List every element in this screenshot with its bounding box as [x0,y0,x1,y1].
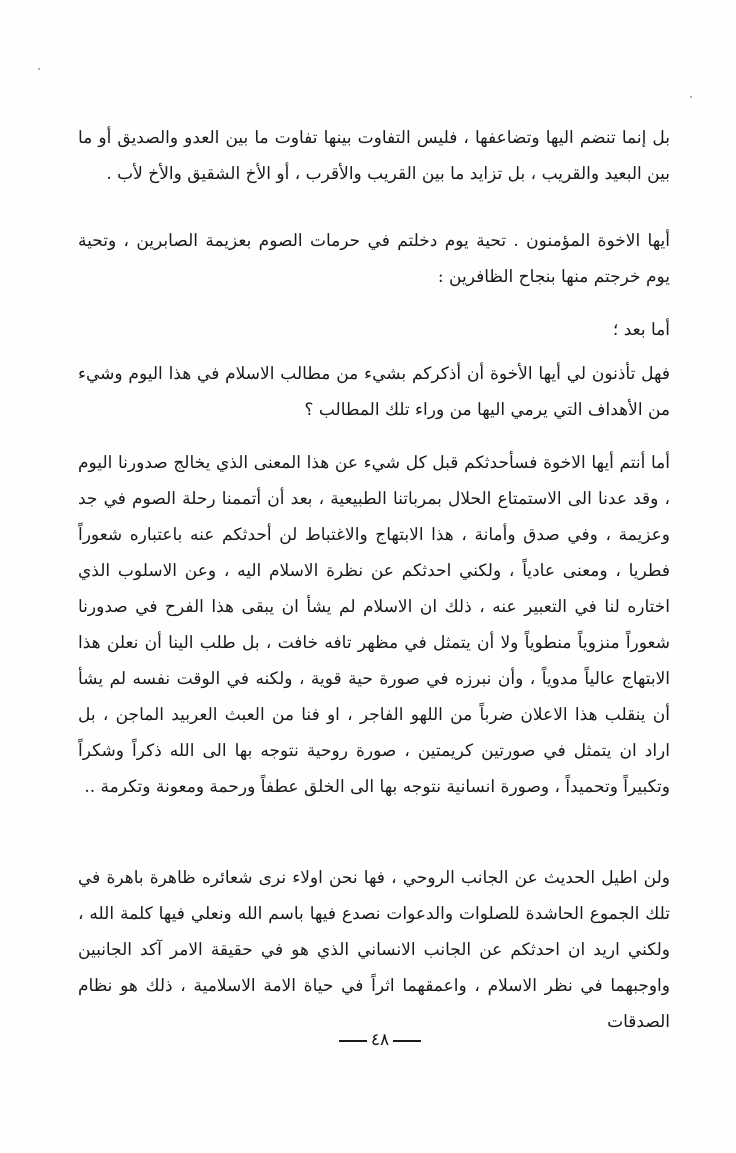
paragraph-text: أيها الاخوة المؤمنون . تحية يوم دخلتم في حرمات الصوم بعزيمة الصابرين ، وتحية يوم خرجتم منها بنجاح الظافرين : [78,231,670,287]
paragraph-text: ولن اطيل الحديث عن الجانب الروحي ، فها نحن اولاء نرى شعائره ظاهرة باهرة في تلك الجموع الحاشدة للصلوات والدعوات نصدع فيها باسم الله ونعلي فيها كلمة الله ، ولكني اريد ان احدثكم عن الجانب الانساني الذي هو في حقيقة الامر آكد الجانبين واوجبهما في نظر الاسلام ، واعمقهما اثراً في حياة الامة الاسلامية ، ذلك هو نظام الصدقات [78,868,670,1032]
dash-left [393,1040,421,1042]
scan-speck [38,68,40,70]
paragraph-text: بل إنما تنضم اليها وتضاعفها ، فليس التفاوت بينها تفاوت ما بين العدو والصديق أو ما بين البعيد والقريب ، بل تزايد ما بين القريب والأقرب ، أو الأخ الشقيق والأخ لأب . [78,128,670,184]
paragraph-3 [78,312,670,348]
page-number [320,1030,440,1050]
paragraph-5 [78,445,670,805]
paragraph-6 [78,860,670,1040]
paragraph-1 [78,120,670,192]
paragraph-text: أما بعد ؛ [612,320,670,340]
paragraph-2 [78,223,670,295]
page-number-text: ٤٨ [370,1030,390,1050]
scan-speck [690,96,692,98]
paragraph-text: أما أنتم أيها الاخوة فسأحدثكم قبل كل شيء عن هذا المعنى الذي يخالج صدورنا اليوم ، وقد عدنا الى الاستمتاع الحلال بمرباتنا الطبيعية ، بعد أن أتممنا رحلة الصوم في جد وعزيمة ، وفي صدق وأمانة ، هذا الابتهاج والاغتباط لن أحدثكم عنه باعتباره شعوراً فطريا ، ومعنى عادياً ، ولكني احدثكم عن نظرة الاسلام اليه ، وعن الاسلوب الذي اختاره لنا في التعبير عنه ، ذلك ان الاسلام لم يشأ ان يبقى هذا الفرح في صدورنا شعوراً منزوياً منطوياً ولا أن يتمثل في مظهر تافه خافت ، بل طلب الينا أن نعلن هذا الابتهاج عالياً مدوياً ، وأن نبرزه في صورة حية قوية ، ولكنه في الوقت نفسه لم يشأ أن ينقلب هذا الاعلان ضرباً من اللهو الفاجر ، او فنا من العبث العربيد الماجن ، بل اراد ان يتمثل في صورتين كريمتين ، صورة روحية نتوجه بها الى الله ذكراً وشكراً وتكبيراً وتحميداً ، وصورة انسانية نتوجه بها الى الخلق عطفاً ورحمة ومعونة وتكرمة .. [78,453,670,797]
paragraph-text: فهل تأذنون لي أيها الأخوة أن أذكركم بشيء من مطالب الاسلام في هذا اليوم وشيء من الأهداف التي يرمي اليها من وراء تلك المطالب ؟ [78,364,670,420]
dash-right [339,1040,367,1042]
paragraph-4 [78,356,670,428]
